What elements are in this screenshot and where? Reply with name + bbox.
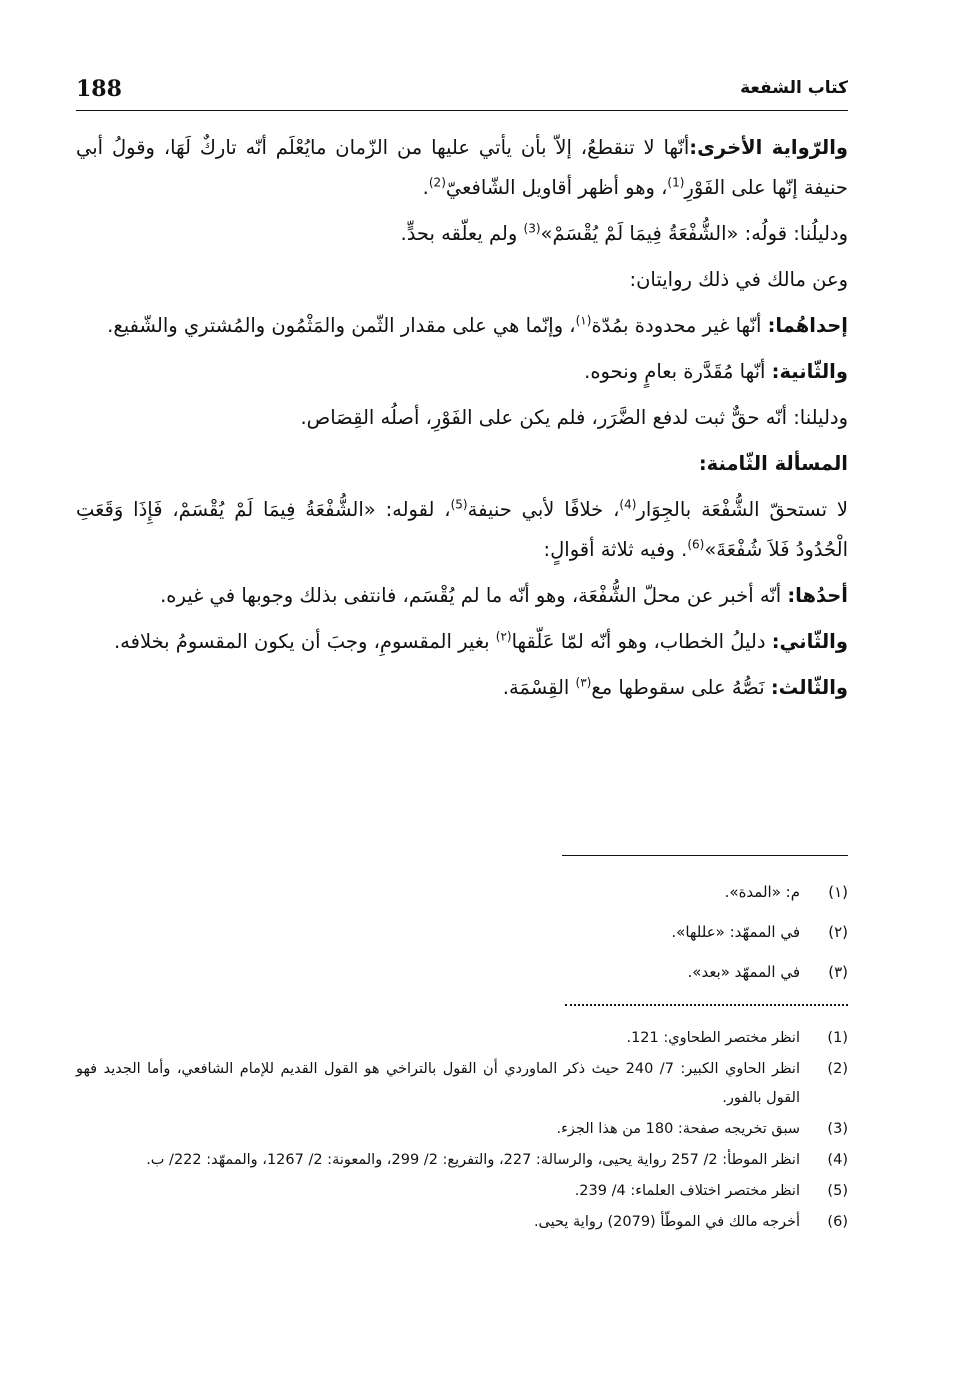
footnote bbox=[76, 1146, 848, 1175]
footnote bbox=[76, 1208, 848, 1237]
paragraph-text: نَصُّهُ على سقوطها مع bbox=[591, 676, 771, 699]
footnote-text: في الممهّد «بعد». bbox=[687, 963, 800, 981]
footnote-text: في الممهّد: «عللها». bbox=[671, 923, 800, 941]
footnote-text: انظر الحاوي الكبير: 7/ 240 حيث ذكر الماوردي أن القول بالتراخي هو القول القديم للإمام الشافعي، وأما الجديد فهو القول بالفور. bbox=[76, 1061, 800, 1106]
paragraph bbox=[76, 352, 848, 392]
footnote-ref: (٢) bbox=[495, 629, 512, 644]
footnote-number: (1) bbox=[827, 1030, 848, 1046]
paragraph-text: . وفيه ثلاثة أقوالٍ: bbox=[543, 538, 688, 561]
footnote-text: م: «المدة». bbox=[724, 883, 800, 901]
paragraph-lead: والرّواية الأخرى: bbox=[689, 136, 848, 159]
paragraph-text: القِسْمَة. bbox=[502, 676, 576, 699]
paragraph-text: أنّها لا تنقطعُ، إلاّ بأن يأتي عليها من الزّمان مايُعْلَم أنّه تاركٌ لَهَا، وقولُ أبي حنيفة إنّها على الفَوْرِ bbox=[76, 136, 848, 199]
paragraph bbox=[76, 622, 848, 662]
footnote-text: سبق تخريجه صفحة: 180 من هذا الجزء. bbox=[556, 1121, 800, 1137]
footnote-ref: (١) bbox=[575, 313, 592, 328]
footnote-rule bbox=[562, 855, 848, 856]
paragraph-lead: والثّالث: bbox=[770, 676, 848, 699]
footnote-number: (2) bbox=[827, 1061, 848, 1077]
paragraph bbox=[76, 214, 848, 254]
footnote bbox=[76, 952, 848, 992]
footnote-text: انظر مختصر اختلاف العلماء: 4/ 239. bbox=[574, 1183, 800, 1199]
paragraph-lead: أحدُها: bbox=[787, 584, 848, 607]
footnote-number: (3) bbox=[827, 1121, 848, 1137]
footnote-ref: (5) bbox=[450, 497, 468, 512]
main-text bbox=[76, 128, 848, 714]
header-rule bbox=[76, 110, 848, 111]
dotted-footnote-rule bbox=[565, 1004, 848, 1006]
footnote bbox=[76, 872, 848, 912]
footnote-number: (٢) bbox=[828, 923, 848, 941]
footnote-ref: (6) bbox=[687, 537, 705, 552]
footnote bbox=[76, 1177, 848, 1206]
paragraph bbox=[76, 260, 848, 300]
paragraph-text: ، وإنّما هي على مقدار الثّمن والمَثْمُون والمُشتري والشّفيع. bbox=[107, 314, 576, 337]
paragraph-text: ، وهو أظهر أقاويل الشّافعيّ bbox=[445, 176, 668, 199]
paragraph-text: بغير المقسومِ، وجبَ أن يكون المقسومُ بخلافه. bbox=[113, 630, 496, 653]
footnote bbox=[76, 1024, 848, 1053]
paragraph-text: وعن مالك في ذلك روايتان: bbox=[629, 268, 848, 291]
footnote-number: (4) bbox=[827, 1152, 848, 1168]
footnote-ref: (4) bbox=[619, 497, 637, 512]
footnote-text: انظر الموطأ: 2/ 257 رواية يحيى، والرسالة: 227، والتفريع: 2/ 299، والمعونة: 2/ 1267، والممهّد: 222/ ب. bbox=[146, 1152, 800, 1168]
source-footnotes bbox=[76, 1024, 848, 1239]
paragraph bbox=[76, 128, 848, 208]
running-title: كتاب الشفعة bbox=[740, 78, 848, 98]
paragraph-text: لا تستحقّ الشُّفْعَة بالجِوَار bbox=[636, 498, 848, 521]
footnote bbox=[76, 1055, 848, 1113]
footnote-number: (٣) bbox=[828, 963, 848, 981]
paragraph bbox=[76, 490, 848, 570]
paragraph-text: أنّها غير محدودة بمُدّة bbox=[591, 314, 768, 337]
footnote bbox=[76, 1115, 848, 1144]
paragraph-lead: إحداهُما: bbox=[767, 314, 848, 337]
footnote-number: (5) bbox=[827, 1183, 848, 1199]
footnote-ref: (1) bbox=[667, 175, 685, 190]
paragraph-text: أنّه أخبر عن محلّ الشُّفْعَة، وهو أنّه ما لم يُقْسَم، فانتفى بذلك وجوبها في غيره. bbox=[160, 584, 788, 607]
editor-footnotes bbox=[76, 872, 848, 992]
footnote-number: (١) bbox=[828, 883, 848, 901]
footnote-text: أخرجه مالك في الموطّأ (2079) رواية يحيى. bbox=[533, 1214, 800, 1230]
footnote bbox=[76, 912, 848, 952]
footnote-ref: (2) bbox=[428, 175, 446, 190]
page-number: 188 bbox=[76, 76, 122, 102]
footnote-ref: (٣) bbox=[575, 675, 592, 690]
paragraph-text: . bbox=[422, 176, 429, 199]
paragraph bbox=[76, 398, 848, 438]
paragraph-lead: والثّاني: bbox=[771, 630, 848, 653]
footnote-text: انظر مختصر الطحاوي: 121. bbox=[626, 1030, 800, 1046]
section-heading-text: المسألة الثّامنة: bbox=[698, 452, 848, 475]
paragraph-text: ، خلافًا لأبي حنيفة bbox=[467, 498, 620, 521]
paragraph bbox=[76, 576, 848, 616]
footnote-ref: (3) bbox=[523, 221, 541, 236]
paragraph-text: ولم يعلّقه بحدٍّ. bbox=[400, 222, 524, 245]
section-heading bbox=[76, 444, 848, 484]
paragraph-lead: والثّانية: bbox=[771, 360, 848, 383]
paragraph-text: دليلُ الخطاب، وهو أنّه لمّا عَلّقها bbox=[511, 630, 772, 653]
paragraph bbox=[76, 306, 848, 346]
paragraph-text: ودليلُنا: قولُه: «الشُّفْعَةُ فِيمَا لَمْ يُقْسَمْ» bbox=[540, 222, 848, 245]
paragraph bbox=[76, 668, 848, 708]
paragraph-text: ودليلنا: أنّه حقٌّ ثبت لدفع الضَّرَر، فلم يكن على الفَوْرِ، أصلُه القِصَاص. bbox=[300, 406, 848, 429]
paragraph-text: أنّها مُقَدَّرة بعامٍ ونحوه. bbox=[584, 360, 772, 383]
page-header bbox=[76, 74, 848, 108]
footnote-number: (6) bbox=[827, 1214, 848, 1230]
paragraph-text: ، لقوله: «الشُّفْعَةُ فِيمَا لَمْ يُقْسَمْ، فَإِذَا وَقَعَتِ الْحُدُودُ فَلاَ شُفْعَةَ» bbox=[76, 498, 848, 561]
